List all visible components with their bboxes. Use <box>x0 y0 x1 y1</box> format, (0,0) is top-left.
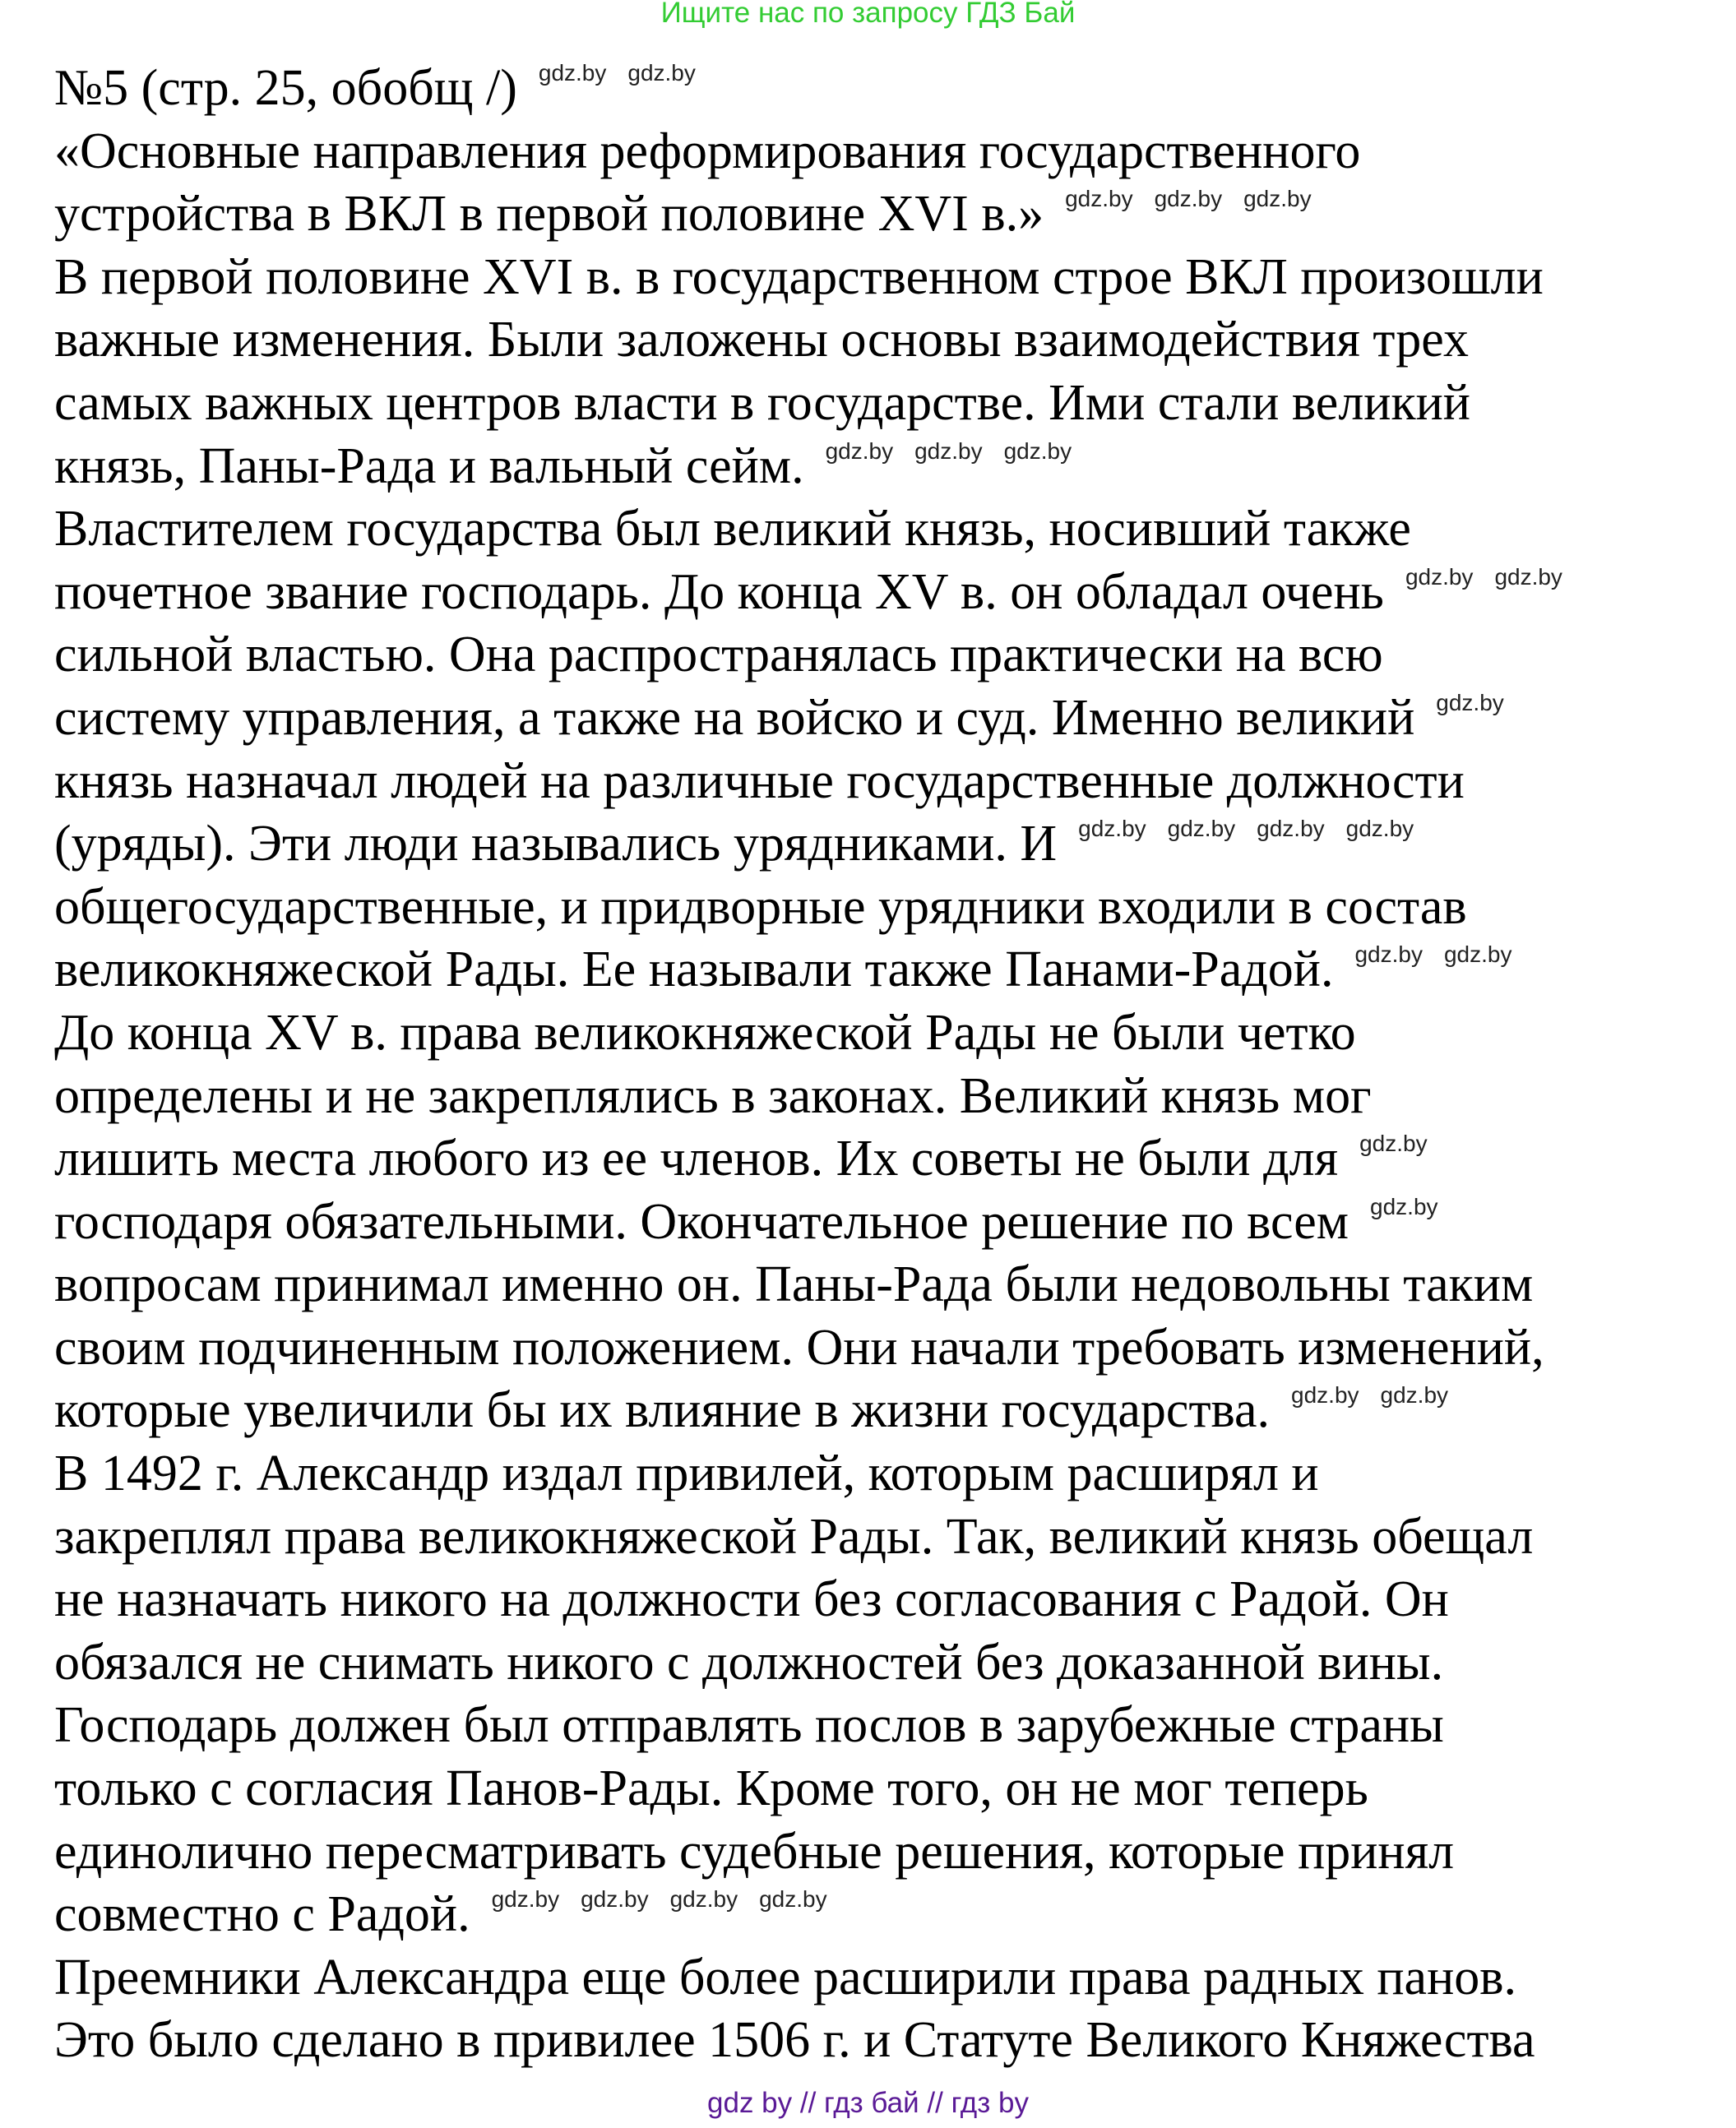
watermark: gdz.by <box>1243 186 1312 212</box>
watermark: gdz.by <box>1291 1382 1359 1409</box>
text-line <box>54 1253 1562 1316</box>
watermark: gdz.by <box>914 437 983 464</box>
paragraph-text: Господарь должен был отправлять послов в зарубежные страны <box>54 1697 1444 1754</box>
watermark: gdz.by <box>1405 563 1474 590</box>
paragraph-text: своим подчиненным положением. Они начали требовать изменений, <box>54 1319 1544 1376</box>
text-line <box>54 1379 1562 1442</box>
paragraph-text: сильной властью. Она распространялась практически на всю <box>54 627 1383 683</box>
text-line <box>54 1065 1562 1128</box>
text-line <box>54 372 1562 435</box>
watermark: gdz.by <box>627 60 696 86</box>
essay-title: устройства в ВКЛ в первой половине XVI в.» <box>54 186 1044 243</box>
watermark: gdz.by <box>1257 816 1325 842</box>
text-line <box>54 876 1562 939</box>
essay-title: «Основные направления реформирования государственного <box>54 123 1361 179</box>
paragraph-text: князь назначал людей на различные государственные должности <box>54 752 1465 809</box>
watermark: gdz.by <box>1154 186 1223 212</box>
text-line <box>54 812 1562 876</box>
watermark: gdz.by <box>1167 816 1236 842</box>
paragraph-text: В 1492 г. Александр издал привилей, которым расширял и <box>54 1446 1319 1502</box>
paragraph-text: князь, Паны-Рада и вальный сейм. <box>54 437 804 494</box>
text-line <box>54 308 1562 372</box>
text-line <box>54 246 1562 309</box>
watermark: gdz.by <box>538 60 607 86</box>
watermark: gdz.by <box>1354 941 1423 968</box>
paragraph-text: господаря обязательными. Окончательное решение по всем <box>54 1193 1349 1250</box>
paragraph-text: Преемники Александра еще более расширили права радных панов. <box>54 1949 1517 2005</box>
watermark: gdz.by <box>1443 941 1512 968</box>
watermark: gdz.by <box>759 1886 827 1913</box>
paragraph-text: определены и не закреплялись в законах. Великий князь мог <box>54 1067 1372 1124</box>
paragraph-text: единолично пересматривать судебные решения, которые принял <box>54 1823 1455 1880</box>
paragraph-text: систему управления, а также на войско и суд. Именно великий <box>54 689 1415 746</box>
text-line <box>54 1191 1562 1254</box>
text-line <box>54 1568 1562 1631</box>
watermark: gdz.by <box>1078 816 1146 842</box>
paragraph-text: не назначать никого на должности без согласования с Радой. Он <box>54 1571 1449 1628</box>
watermark: gdz.by <box>1436 689 1504 715</box>
text-line <box>54 1883 1562 1946</box>
text-line <box>54 1757 1562 1820</box>
watermark: gdz.by <box>825 437 894 464</box>
text-line <box>54 1127 1562 1191</box>
watermark: gdz.by <box>491 1886 560 1913</box>
paragraph-text: Это было сделано в привилее 1506 г. и Статуте Великого Княжества <box>54 2012 1535 2069</box>
paragraph-text: (уряды). Эти люди назывались урядниками. И <box>54 816 1058 872</box>
text-line <box>54 1316 1562 1380</box>
essay-title-line <box>54 120 1562 183</box>
watermark: gdz.by <box>1380 1382 1449 1409</box>
document-body <box>54 57 1562 2072</box>
text-line <box>54 1631 1562 1695</box>
paragraph-text: общегосударственные, и придворные урядники входили в состав <box>54 878 1467 935</box>
task-number-line <box>54 57 1562 120</box>
paragraph-text: только с согласия Панов-Рады. Кроме того, он не мог теперь <box>54 1760 1368 1817</box>
text-line <box>54 497 1562 561</box>
text-line <box>54 1694 1562 1757</box>
watermark: gdz.by <box>581 1886 649 1913</box>
text-line <box>54 1002 1562 1065</box>
text-line <box>54 435 1562 498</box>
footer-links: gdz by // гдз бай // гдз by <box>707 2087 1029 2119</box>
paragraph-text: Властителем государства был великий князь, носивший также <box>54 501 1411 557</box>
watermark: gdz.by <box>669 1886 738 1913</box>
paragraph-text: До конца XV в. права великокняжеской Рады не были четко <box>54 1004 1356 1061</box>
search-banner: Ищите нас по запросу ГДЗ Бай <box>660 0 1076 29</box>
paragraph-text: обязался не снимать никого с должностей без доказанной вины. <box>54 1634 1444 1691</box>
paragraph-text: которые увеличили бы их влияние в жизни государства. <box>54 1382 1271 1439</box>
paragraph-text: совместно с Радой. <box>54 1886 470 1943</box>
text-line <box>54 1442 1562 1506</box>
watermark: gdz.by <box>1003 437 1072 464</box>
task-number: №5 (стр. 25, обобщ /) <box>54 60 517 116</box>
paragraph-text: самых важных центров власти в государстве. Ими стали великий <box>54 374 1470 431</box>
text-line <box>54 1506 1562 1569</box>
paragraph-text: В первой половине XVI в. в государственном строе ВКЛ произошли <box>54 248 1544 305</box>
text-line <box>54 623 1562 687</box>
text-line <box>54 1946 1562 2010</box>
paragraph-text: почетное звание господарь. До конца XV в. он обладал очень <box>54 563 1384 620</box>
text-line <box>54 938 1562 1002</box>
watermark: gdz.by <box>1494 563 1562 590</box>
paragraph-text: великокняжеской Рады. Ее называли также Панами-Радой. <box>54 941 1334 998</box>
essay-title-line <box>54 183 1562 246</box>
text-line <box>54 1820 1562 1884</box>
paragraph-text: важные изменения. Были заложены основы взаимодействия трех <box>54 312 1469 368</box>
watermark: gdz.by <box>1370 1193 1438 1219</box>
text-line <box>54 687 1562 750</box>
paragraph-text: вопросам принимал именно он. Паны-Рада были недовольны таким <box>54 1256 1534 1313</box>
watermark: gdz.by <box>1359 1131 1428 1157</box>
paragraph-text: лишить места любого из ее членов. Их советы не были для <box>54 1131 1339 1187</box>
watermark: gdz.by <box>1345 816 1414 842</box>
text-line <box>54 2009 1562 2072</box>
text-line <box>54 561 1562 624</box>
text-line <box>54 750 1562 813</box>
watermark: gdz.by <box>1065 186 1133 212</box>
paragraph-text: закреплял права великокняжеской Рады. Так, великий князь обещал <box>54 1508 1534 1565</box>
